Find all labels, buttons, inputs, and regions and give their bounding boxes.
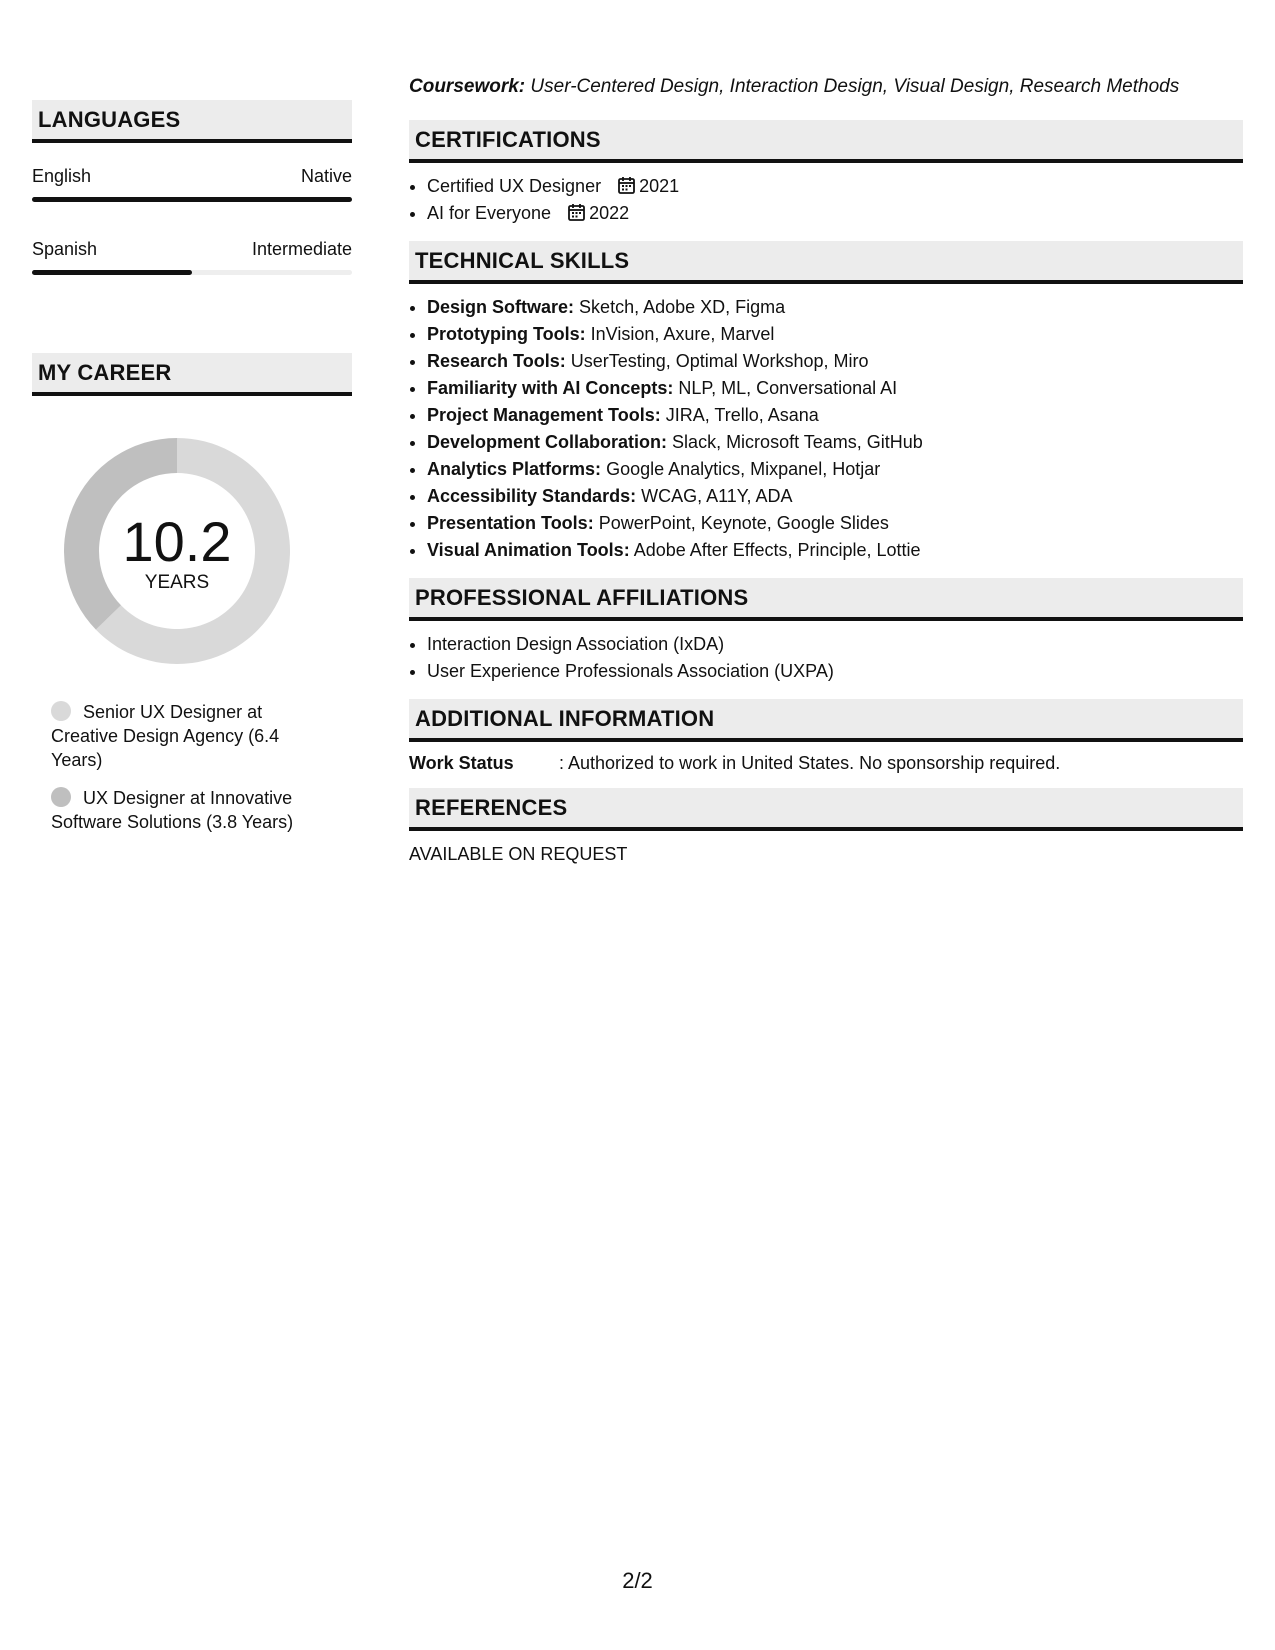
technical-skills-section — [409, 241, 1243, 564]
references-text: AVAILABLE ON REQUEST — [409, 844, 628, 864]
language-item — [32, 165, 352, 202]
certifications-heading: CERTIFICATIONS — [409, 120, 1243, 163]
calendar-icon — [618, 176, 635, 194]
skill-label: Prototyping Tools: — [427, 324, 586, 344]
skill-item — [427, 348, 1243, 375]
coursework-line — [409, 76, 1243, 98]
skill-value: JIRA, Trello, Asana — [665, 405, 819, 425]
skill-label: Presentation Tools: — [427, 513, 594, 533]
skill-label: Familiarity with AI Concepts: — [427, 378, 674, 398]
skill-item — [427, 510, 1243, 537]
language-proficiency-fill — [32, 270, 192, 275]
references-section — [409, 788, 1243, 865]
career-legend — [32, 700, 352, 834]
language-level: Intermediate — [251, 239, 352, 259]
skill-item — [427, 294, 1243, 321]
skill-value: UserTesting, Optimal Workshop, Miro — [570, 351, 869, 371]
language-level: Native — [300, 166, 352, 186]
calendar-icon — [568, 203, 585, 221]
language-proficiency-fill — [32, 197, 352, 202]
references-heading: REFERENCES — [409, 788, 1243, 831]
page-number: 2/2 — [622, 1568, 653, 1593]
career-total-unit: YEARS — [144, 572, 210, 593]
skill-item — [427, 321, 1243, 348]
affiliations-heading: PROFESSIONAL AFFILIATIONS — [409, 578, 1243, 621]
skill-item — [427, 483, 1243, 510]
career-donut-chart — [64, 438, 290, 664]
skill-value: PowerPoint, Keynote, Google Slides — [598, 513, 889, 533]
skill-value: Sketch, Adobe XD, Figma — [579, 297, 786, 317]
certifications-section — [409, 120, 1243, 227]
additional-info-section — [409, 699, 1243, 774]
affiliations-section — [409, 578, 1243, 685]
legend-dot-icon — [51, 701, 71, 721]
work-status-value: : Authorized to work in United States. No sponsorship required. — [559, 753, 1061, 773]
career-heading: MY CAREER — [32, 353, 352, 396]
skill-value: WCAG, A11Y, ADA — [641, 486, 793, 506]
languages-heading: LANGUAGES — [32, 100, 352, 143]
skill-value: Adobe After Effects, Principle, Lottie — [633, 540, 921, 560]
skill-label: Visual Animation Tools: — [427, 540, 630, 560]
legend-label: UX Designer at Innovative Software Solutions (3.8 Years) — [51, 788, 294, 832]
legend-item — [51, 786, 321, 834]
language-name: Spanish — [32, 239, 98, 259]
career-total-value: 10.2 — [122, 510, 232, 573]
legend-label: Senior UX Designer at Creative Design Agency (6.4 Years) — [51, 702, 280, 770]
language-name: English — [32, 166, 92, 186]
language-proficiency-bar — [32, 270, 352, 275]
additional-info-heading: ADDITIONAL INFORMATION — [409, 699, 1243, 742]
language-proficiency-bar — [32, 197, 352, 202]
legend-dot-icon — [51, 787, 71, 807]
skill-label: Analytics Platforms: — [427, 459, 602, 479]
skill-value: Slack, Microsoft Teams, GitHub — [672, 432, 923, 452]
skill-label: Development Collaboration: — [427, 432, 668, 452]
skill-item — [427, 537, 1243, 564]
affiliation-item: • Interaction Design Association (IxDA) — [427, 631, 1243, 658]
skill-item — [427, 375, 1243, 402]
affiliation-item: • User Experience Professionals Association (UXPA) — [427, 658, 1243, 685]
right-column — [409, 76, 1243, 879]
certification-item — [427, 200, 1243, 227]
certification-year: 2022 — [589, 203, 630, 223]
skill-label: Research Tools: — [427, 351, 566, 371]
skill-value: NLP, ML, Conversational AI — [678, 378, 898, 398]
certification-item — [427, 173, 1243, 200]
certification-name: Certified UX Designer — [427, 176, 602, 196]
legend-item — [51, 700, 321, 772]
coursework-label: Coursework: — [409, 76, 526, 97]
work-status-label: Work Status — [409, 753, 514, 773]
skill-value: InVision, Axure, Marvel — [590, 324, 775, 344]
skill-label: Project Management Tools: — [427, 405, 661, 425]
skill-label: Design Software: — [427, 297, 575, 317]
technical-skills-heading: TECHNICAL SKILLS — [409, 241, 1243, 284]
skill-value: Google Analytics, Mixpanel, Hotjar — [606, 459, 881, 479]
certification-year: 2021 — [639, 176, 680, 196]
certification-name: AI for Everyone — [427, 203, 552, 223]
coursework-value: User-Centered Design, Interaction Design, Visual Design, Research Methods — [530, 76, 1180, 97]
skill-label: Accessibility Standards: — [427, 486, 637, 506]
skill-item — [427, 429, 1243, 456]
skill-item — [427, 456, 1243, 483]
skill-item — [427, 402, 1243, 429]
language-item — [32, 238, 352, 275]
left-column — [32, 100, 352, 848]
